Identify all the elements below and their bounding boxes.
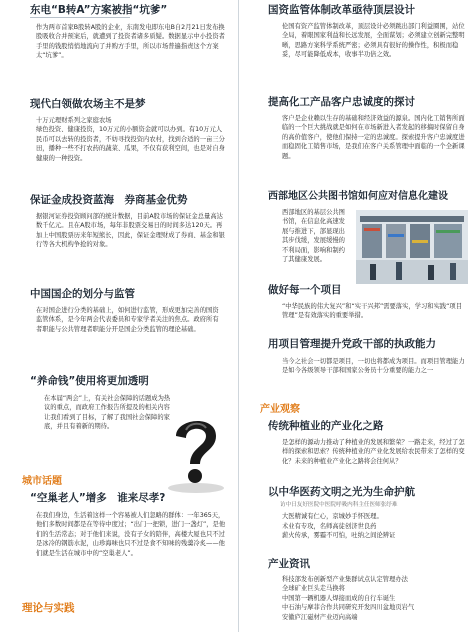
article-planting-industrialization[interactable]: [268, 420, 468, 466]
news-item[interactable]: 中石油与摩菲合作共同研究开发四川盆地页岩气: [282, 604, 415, 612]
article-summary: 伦国有资产监管体制改革，顶层设计必须跳出部门利益圈围，站位全局，着眼国家利益和长远发展，全面谋划；必须建立创新完整明晰，思路方案科学系统严密；必须具有很好的操作性，积极而稳妥，尽可能降低成本，收事半功倍之效。: [282, 23, 465, 59]
article-title[interactable]: 保证金成投资蓝海 券商基金优势: [30, 194, 188, 206]
article-title[interactable]: 用项目管理提升党政干部的执政能力: [268, 338, 436, 350]
theory-practice-section: [22, 600, 75, 615]
article-summary: 大医精诚有仁心，京城妙手怀医理。 术业有专攻，名师高徒创济世良药 薪火传承，雾霾不可怕，吐纳之间论辨证: [282, 513, 396, 540]
article-title[interactable]: 现代白领做农场主不是梦: [30, 98, 146, 110]
article-empty-nest-elderly[interactable]: [30, 492, 232, 558]
article-summary: 十万元理财系列之家庭农场 绿色投资、健康投资，10万元的小额资金就可以办到。有10万元人民币可以去转的投资者，不妨寻找投资内农村，找到合适的一亩三分田，播种一些不打农药的蔬菜、瓜果，不仅有获利空间，也是对自身健康的一种投资。: [36, 117, 225, 162]
column-divider: [238, 0, 239, 632]
industry-news-section: [268, 558, 473, 622]
section-label: 理论与实践: [22, 602, 75, 614]
news-list: [268, 575, 473, 622]
article-summary: 西部地区的基层公共图书馆，在信息化高速发展与推进下，部显现出其步伐缓，发展缓慢的不利局面，影响和制约了其健康发展。: [282, 209, 345, 264]
article-summary: 在本届“两会”上，有关社会保障的话题成为热议的重点，而政府工作报告所提及的相关内容让我们看到了目标，了解了我国社会保障的家底，并且有着新的期待。: [44, 395, 171, 431]
article-summary: “中华民族的伟大复兴”和“实干兴邦”需要落实，学习和实践“项目管理”是有效落实的重要举措。: [282, 303, 463, 320]
news-item[interactable]: 安徽庐江磁材产业迈向高端: [282, 613, 358, 621]
article-every-project[interactable]: [268, 284, 468, 321]
news-item[interactable]: 科技部发布创新型产业集群试点认定管理办法: [282, 576, 408, 583]
article-summary: 在我们身边，生活着这样一个容易被人们忽略的群体：一年365天，他们多数时间都是在等待中度过；“出门一把锁，进门一盏灯”，是他们的生活常态；对于他们来说，没有子女的陪伴，高楼大厦也只不过是冰冷的钢筋水泥，山珍海味也只不过是食不知味的残羹冷炙——他们就是生活在城市中的“空巢老人”。: [36, 512, 226, 557]
news-item[interactable]: 全球矿业巨头走马换将: [282, 585, 345, 593]
article-title[interactable]: 国资监管体制改革亟待顶层设计: [268, 4, 415, 16]
article-margin-deposit[interactable]: [30, 194, 230, 250]
article-title[interactable]: “空巢老人”增多 谁来尽孝?: [30, 492, 166, 504]
industry-observation-section: [260, 404, 300, 416]
article-title[interactable]: 以中华医药文明之光为生命护航: [268, 486, 415, 498]
article-summary: 客户是企业赖以生存的基础和经济效益的源泉。国内化工销售所面临的一个巨大挑战就是如何在市场新进入者发起的移搞时保留自身的高价值客户，使他们保持一定的忠诚度。探索提升客户忠诚度进而稳固化工销售市场，是我们在客户关系管理中面临的一个全新课题。: [282, 115, 465, 160]
article-soe-regulation[interactable]: [30, 288, 230, 334]
article-title[interactable]: 东电“B转A”方案被指“坑爹”: [30, 4, 168, 16]
article-title[interactable]: 提高化工产品客户忠诚度的探讨: [268, 96, 415, 108]
title-underline: [30, 17, 130, 18]
article-summary: 在对国企进行分类的基础上，如何进行监管，形成更加完善的国资监管体系，是今年两会代表委员和专家学者关注的焦点。政府所有者职能与公共管理者职能分开是国企分类监管的理论基础。: [36, 307, 219, 333]
library-photo: [356, 210, 468, 284]
city-topic-section: [22, 476, 232, 488]
news-item[interactable]: 中国第一辆机器人焊接而成的自行车诞生: [282, 594, 396, 602]
article-title[interactable]: 传统种植业的产业化之路: [268, 420, 384, 432]
article-summary: 是怎样的源动力推动了种植业的发展和繁荣？一路走来，经过了怎样的探索和思索？传统种植业的产业化发展给农民带来了怎样的变化？未来的种植业产业化之路将会往何从？: [282, 439, 465, 465]
article-summary: 作为两市首家B股转A股的企业，东南发电即东电B自2月21日发布换股吸收合并预案后，就遭到了投资者诸多质疑。数据显示中小投资者手里的钱股悄悄地流向了并购方手里，所以市场普遍指责这个方案太“坑爹”。: [36, 24, 225, 60]
section-label: 产业观察: [260, 404, 300, 415]
article-title[interactable]: 西部地区公共图书馆如何应对信息化建设: [268, 191, 448, 202]
section-label: 城市话题: [22, 476, 62, 487]
article-subtitle: 访中日友好医院中医院呼吸内科主任医师张纾难: [280, 502, 398, 508]
article-white-collar-farm[interactable]: [30, 98, 230, 163]
article-summary: 据银河证券投资顾问部的统计数据，目前A股市场的保证金总量高达数千亿元。且在A股市场，每年非股票交易日的时间多达120天。再加上中国股票历来年短熊长，因此，保证金理财成了券商、基金和银行等各大机构争抢的对象。: [36, 213, 225, 249]
article-summary: 当今之社会一切都是项目，一切也将都成为项目。而项目管理能力是如今各级领导干部和国家公务员十分重要的能力之一: [282, 358, 465, 375]
article-title[interactable]: “养命钱”使用将更加透明: [30, 375, 149, 387]
article-chinese-medicine[interactable]: [268, 486, 473, 541]
article-pm-governance[interactable]: [268, 338, 468, 376]
article-dongdian[interactable]: [30, 4, 230, 61]
article-title[interactable]: 中国国企的划分与监管: [30, 288, 135, 300]
article-soe-toplevel-design[interactable]: [268, 4, 468, 60]
article-chem-customer-loyalty[interactable]: [268, 96, 468, 161]
section-title: 产业资讯: [268, 558, 310, 570]
article-title[interactable]: 做好每一个项目: [268, 284, 342, 296]
